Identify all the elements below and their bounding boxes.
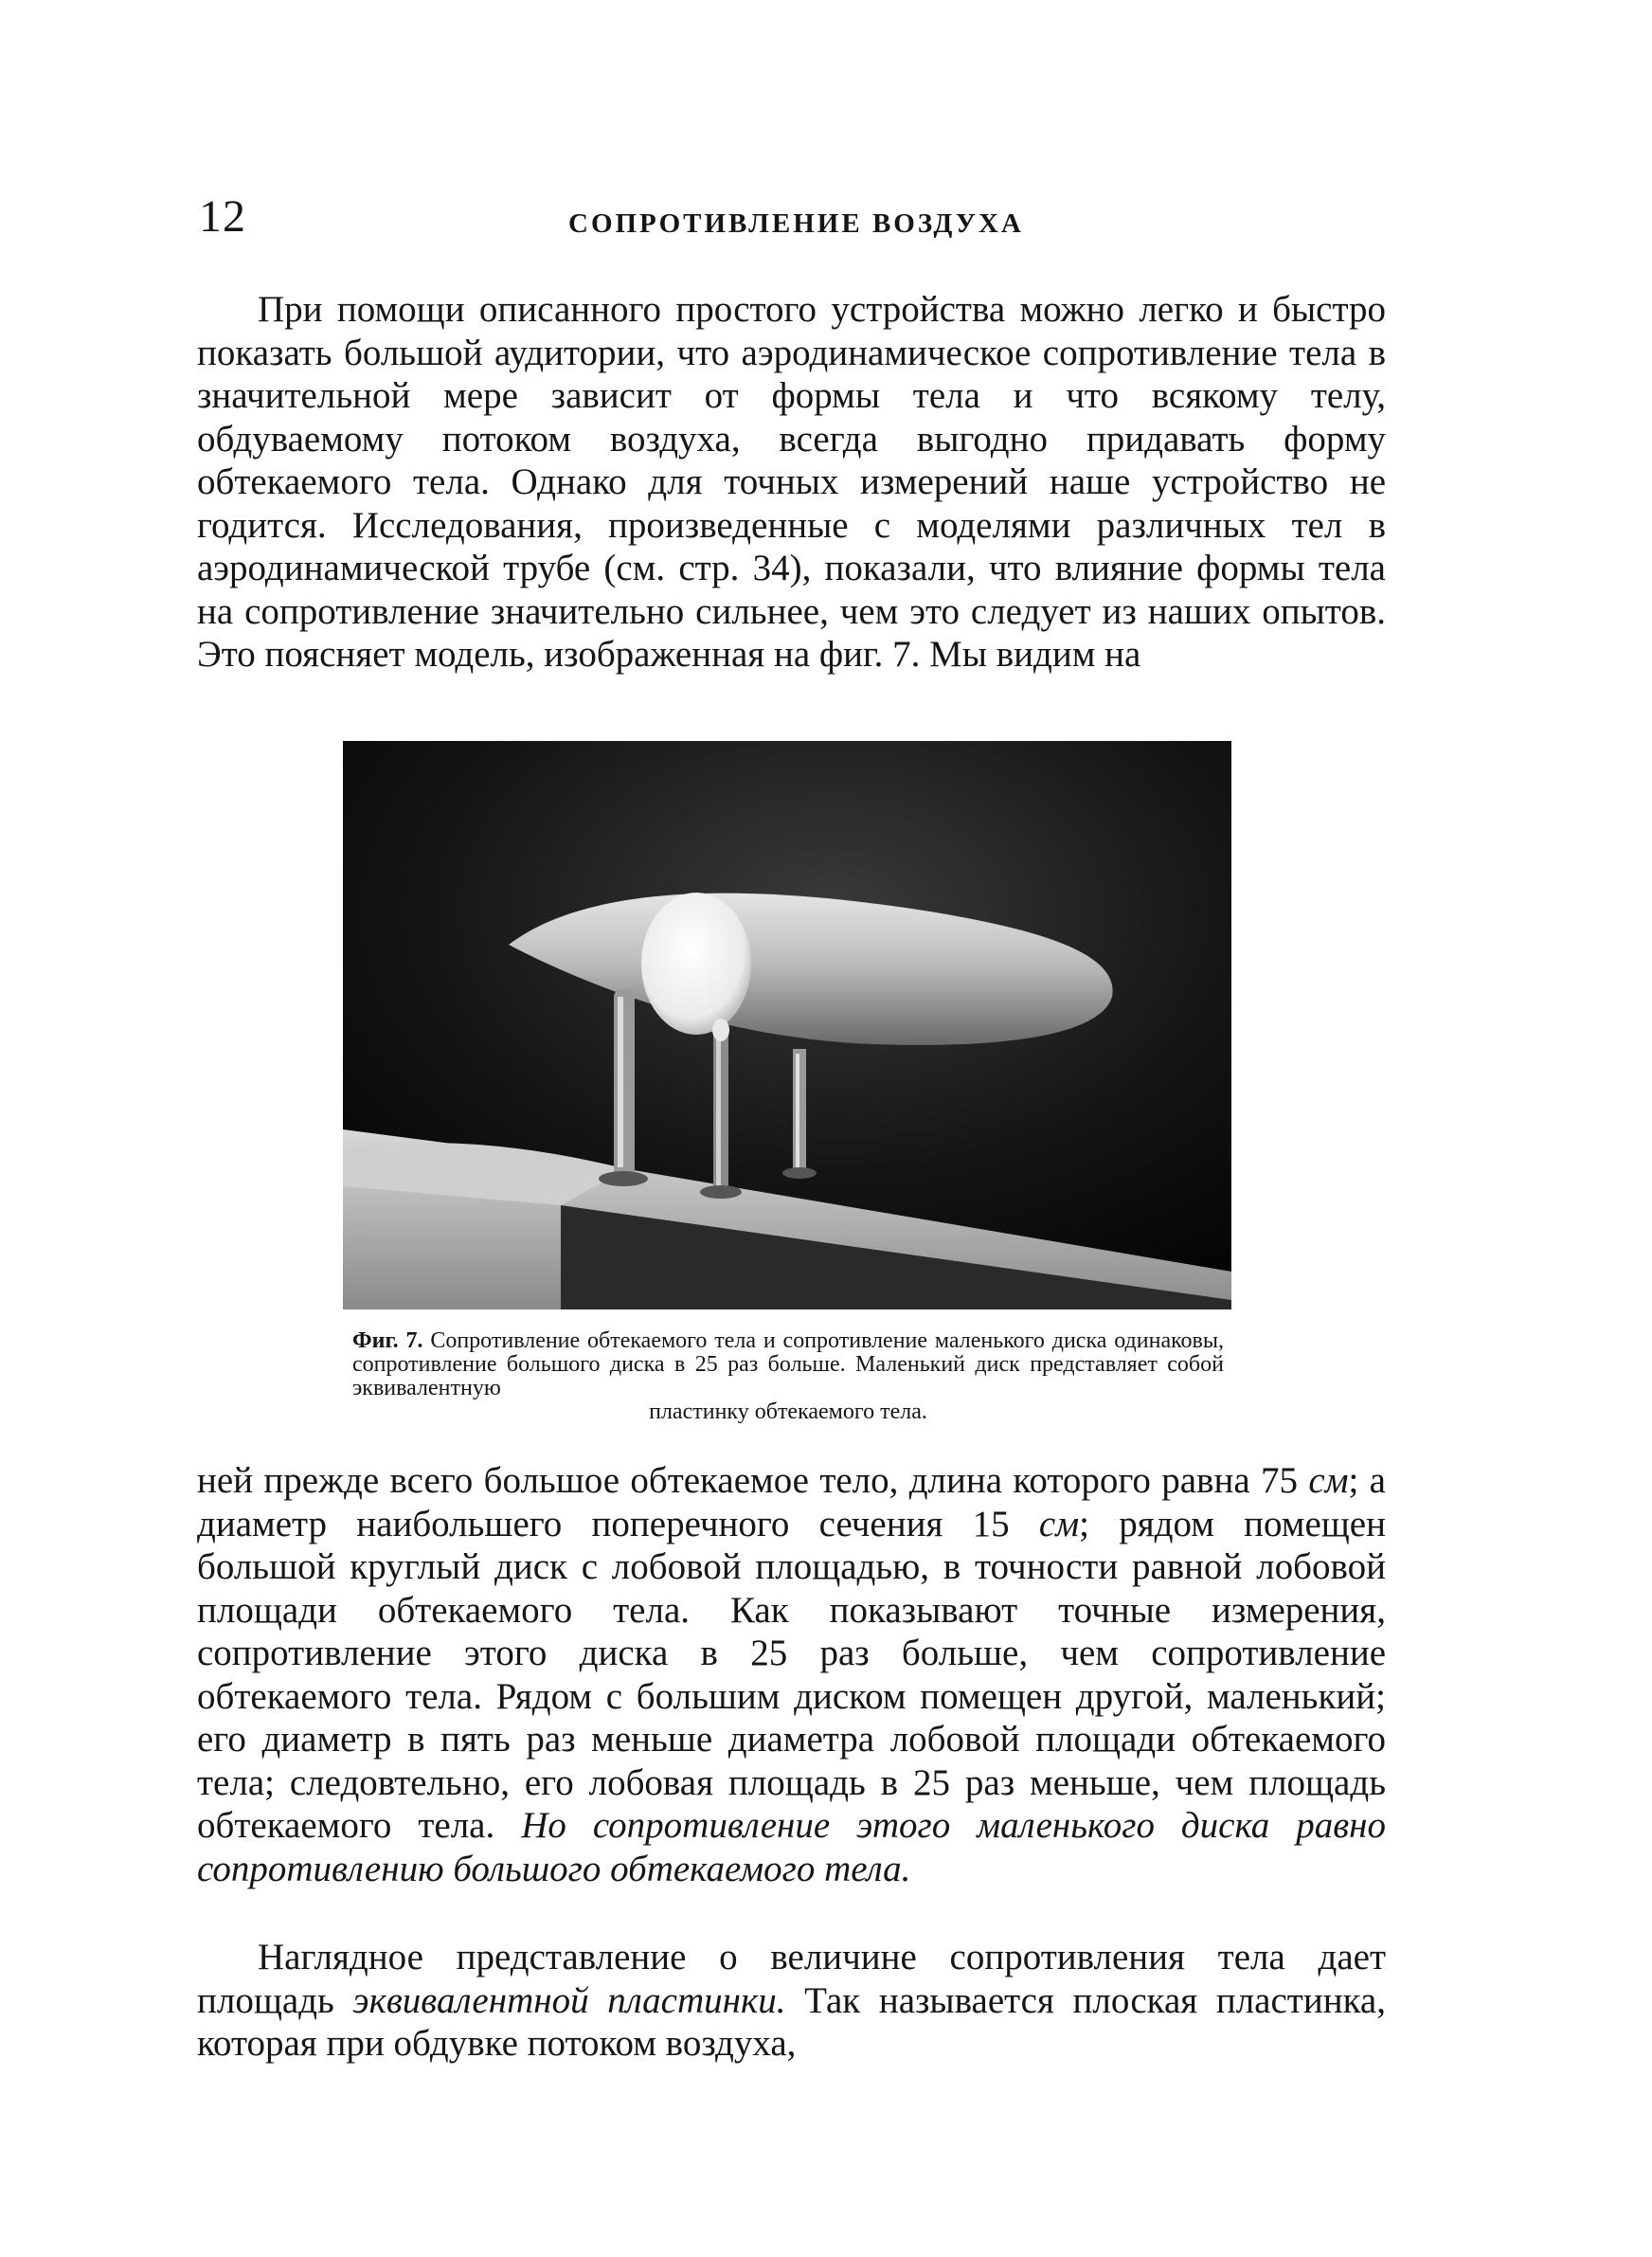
p2-text-2: ; а диаметр наибольшего поперечного сечения 15: [197, 1460, 1386, 1544]
stand-right-highlight: [796, 1054, 799, 1167]
p2-text-1: ней прежде всего большое обтекаемое тело, длина которого равна 75: [197, 1460, 1309, 1501]
p3-text-1: Наглядное представление о величине сопротивления тела дает площадь: [197, 1937, 1386, 2021]
paragraph-equivalent-plate: [197, 1936, 1386, 2066]
p2-unit-2: см: [1038, 1503, 1080, 1544]
figure-7-photo: [343, 741, 1231, 1309]
stand-left-highlight: [618, 997, 623, 1167]
p2-text-3: ; рядом помещен большой круглый диск с лобовой площадью, в точности равной лобовой площади обтекаемого тела. Как показывают точные измерения, сопротивление этого диска в 25 раз больше, чем сопротивление обтекаемого тела. Рядом с большим диском помещен другой, маленький; его диаметр в пять раз меньше диаметра лобовой площади обтекаемого тела; следовтельно, его лобовая площадь в 25 раз меньше, чем площадь обтекаемого тела.: [197, 1503, 1386, 1846]
base-center: [700, 1185, 742, 1199]
large-disk: [641, 893, 751, 1035]
base-left: [599, 1171, 648, 1186]
base-right: [782, 1167, 817, 1179]
p2-unit-1: см: [1308, 1460, 1349, 1501]
p3-term: эквивалентной пластинки.: [352, 1979, 786, 2021]
stand-left: [614, 989, 635, 1179]
caption-last-line: пластинку обтекаемого тела.: [649, 1399, 927, 1424]
caption-text: Сопротивление обтекаемого тела и сопротивление маленького диска одинаковы, сопротивление большого диска в 25 раз больше. Маленький диск представляет собой эквивалентную: [352, 1328, 1224, 1400]
page-number: 12: [199, 191, 246, 242]
paragraph-intro: При помощи описанного простого устройства можно легко и быстро показать большой аудитории, что аэродинамическое сопротивление тела в значительной мере зависит от формы тела и что всякому телу, обдуваемому потоком воздуха, всегда выгодно придавать форму обтекаемого тела. Однако для точных измерений наше устройство не годится. Исследования, произведенные с моделями различных тел в аэродинамической трубе (см. стр. 34), показали, что влияние формы тела на сопротивление значительно сильнее, чем это следует из наших опытов. Это поясняет модель, изображенная на фиг. 7. Мы видим на: [197, 289, 1386, 675]
p3-text-2: Так называется плоская пластинка, которая при обдувке потоком воздуха,: [197, 1979, 1386, 2064]
running-title: СОПРОТИВЛЕНИЕ ВОЗДУХА: [568, 208, 1024, 239]
p2-emphasis: Но сопротивление этого маленького диска равно сопротивлению большого обтекаемого тела.: [197, 1805, 1386, 1889]
stand-center-highlight: [716, 1035, 721, 1186]
small-disk: [712, 1019, 729, 1041]
figure-caption: [352, 1329, 1224, 1424]
caption-label: Фиг. 7.: [352, 1328, 423, 1353]
paragraph-description: [197, 1459, 1386, 1890]
